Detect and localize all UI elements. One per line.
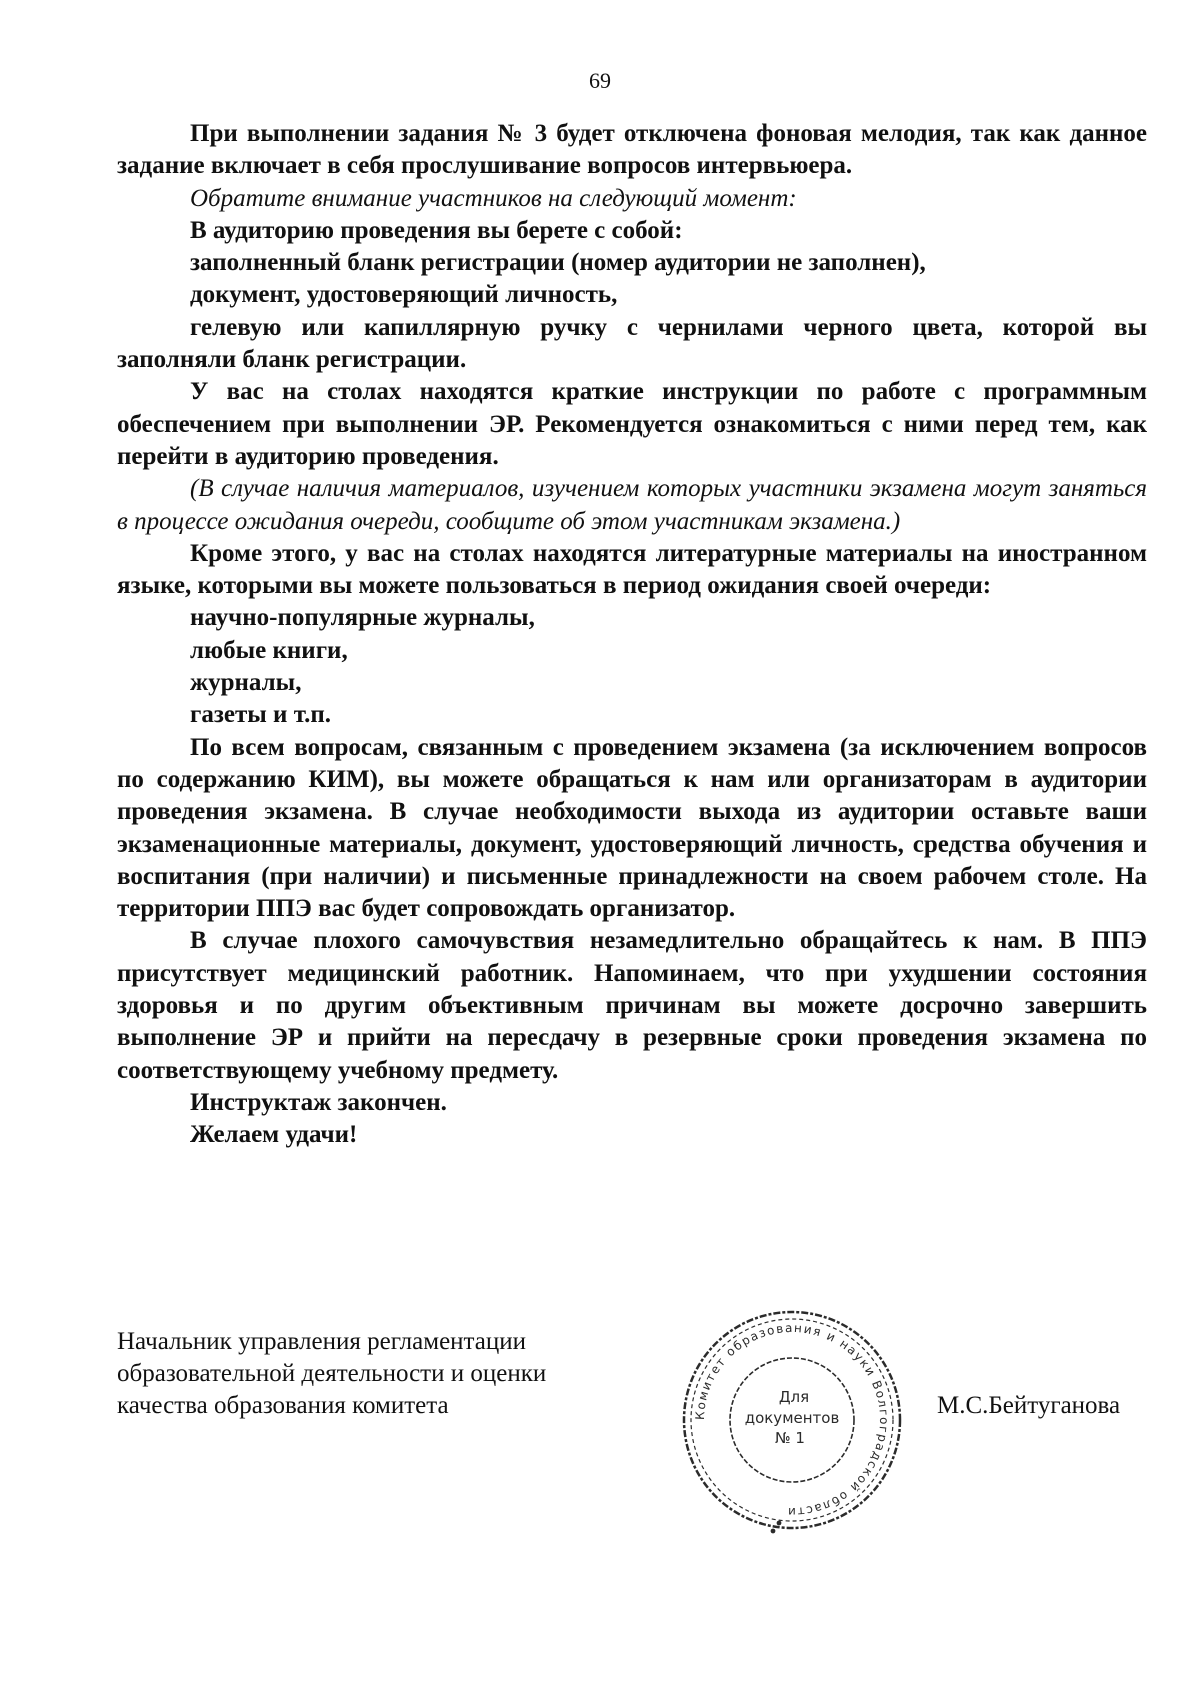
paragraph-questions-contact: По всем вопросам, связанным с проведением экзамена (за исключением вопросов по содержанию КИМ), вы можете обращаться к нам или организаторам в аудитории проведения экзамена. В случае необходимости выхода из аудитории оставьте ваши экзаменационные материалы, документ, удостоверяющий личность, средства обучения и воспитания (при наличии) и письменные принадлежности на своем рабочем столе. На территории ППЭ вас будет сопровождать организатор. xyxy=(117,733,1147,923)
paragraph-task3-note: При выполнении задания № 3 будет отключена фоновая мелодия, так как данное задание включает в себя прослушивание вопросов интервьюера. xyxy=(117,120,1147,180)
paragraph-good-luck: Желаем удачи! xyxy=(190,1121,358,1149)
paragraph-instructions-on-desk: У вас на столах находятся краткие инструкции по работе с программным обеспечением при выполнении ЭР. Рекомендуется ознакомиться с ними перед тем, как перейти в аудиторию проведения. xyxy=(117,378,1147,470)
list-item-registration-form: заполненный бланк регистрации (номер аудитории не заполнен), xyxy=(190,249,926,277)
signature-title-line: Начальник управления регламентации xyxy=(117,1328,527,1355)
official-stamp xyxy=(677,1305,907,1535)
list-item-pen: гелевую или капиллярную ручку с чернилами черного цвета, которой вы заполняли бланк регистрации. xyxy=(117,313,1147,374)
list-item-id-document: документ, удостоверяющий личность, xyxy=(190,281,618,309)
stamp-ring-text: Комитет образования и науки Волгоградской области xyxy=(692,1320,892,1520)
stamp-center-line: документов xyxy=(744,1409,840,1427)
signer-name: М.С.Бейтуганова xyxy=(937,1392,1121,1419)
signature-title xyxy=(117,1326,657,1422)
signature-title-line: качества образования комитета xyxy=(117,1392,449,1419)
stamp-center-line: № 1 xyxy=(775,1429,805,1447)
document-body xyxy=(117,118,1147,1152)
paragraph-literature-materials: Кроме этого, у вас на столах находятся литературные материалы на иностранном языке, которыми вы можете пользоваться в период ожидания своей очереди: xyxy=(117,539,1147,600)
list-item-journals: журналы, xyxy=(190,669,302,697)
list-item-science-magazines: научно-популярные журналы, xyxy=(190,604,535,632)
stamp-center-line: Для xyxy=(778,1388,810,1406)
list-item-newspapers: газеты и т.п. xyxy=(190,701,332,729)
paragraph-materials-note: (В случае наличия материалов, изучением которых участники экзамена могут заняться в процессе ожидания очереди, сообщите об этом участникам экзамена.) xyxy=(117,475,1147,535)
list-item-books: любые книги, xyxy=(190,636,348,664)
paragraph-attention-note: Обратите внимание участников на следующий момент: xyxy=(190,184,797,212)
page-number: 69 xyxy=(589,68,611,93)
signature-title-line: образовательной деятельности и оценки xyxy=(117,1360,547,1387)
paragraph-briefing-finished: Инструктаж закончен. xyxy=(190,1088,447,1116)
paragraph-take-with-you: В аудиторию проведения вы берете с собой: xyxy=(190,216,683,244)
paragraph-health-note: В случае плохого самочувствия незамедлительно обращайтесь к нам. В ППЭ присутствует медицинский работник. Напоминаем, что при ухудшении состояния здоровья и по другим объективным причинам вы можете досрочно завершить выполнение ЭР и прийти на пересдачу в резервные сроки проведения экзамена по соответствующему учебному предмету. xyxy=(117,927,1147,1084)
